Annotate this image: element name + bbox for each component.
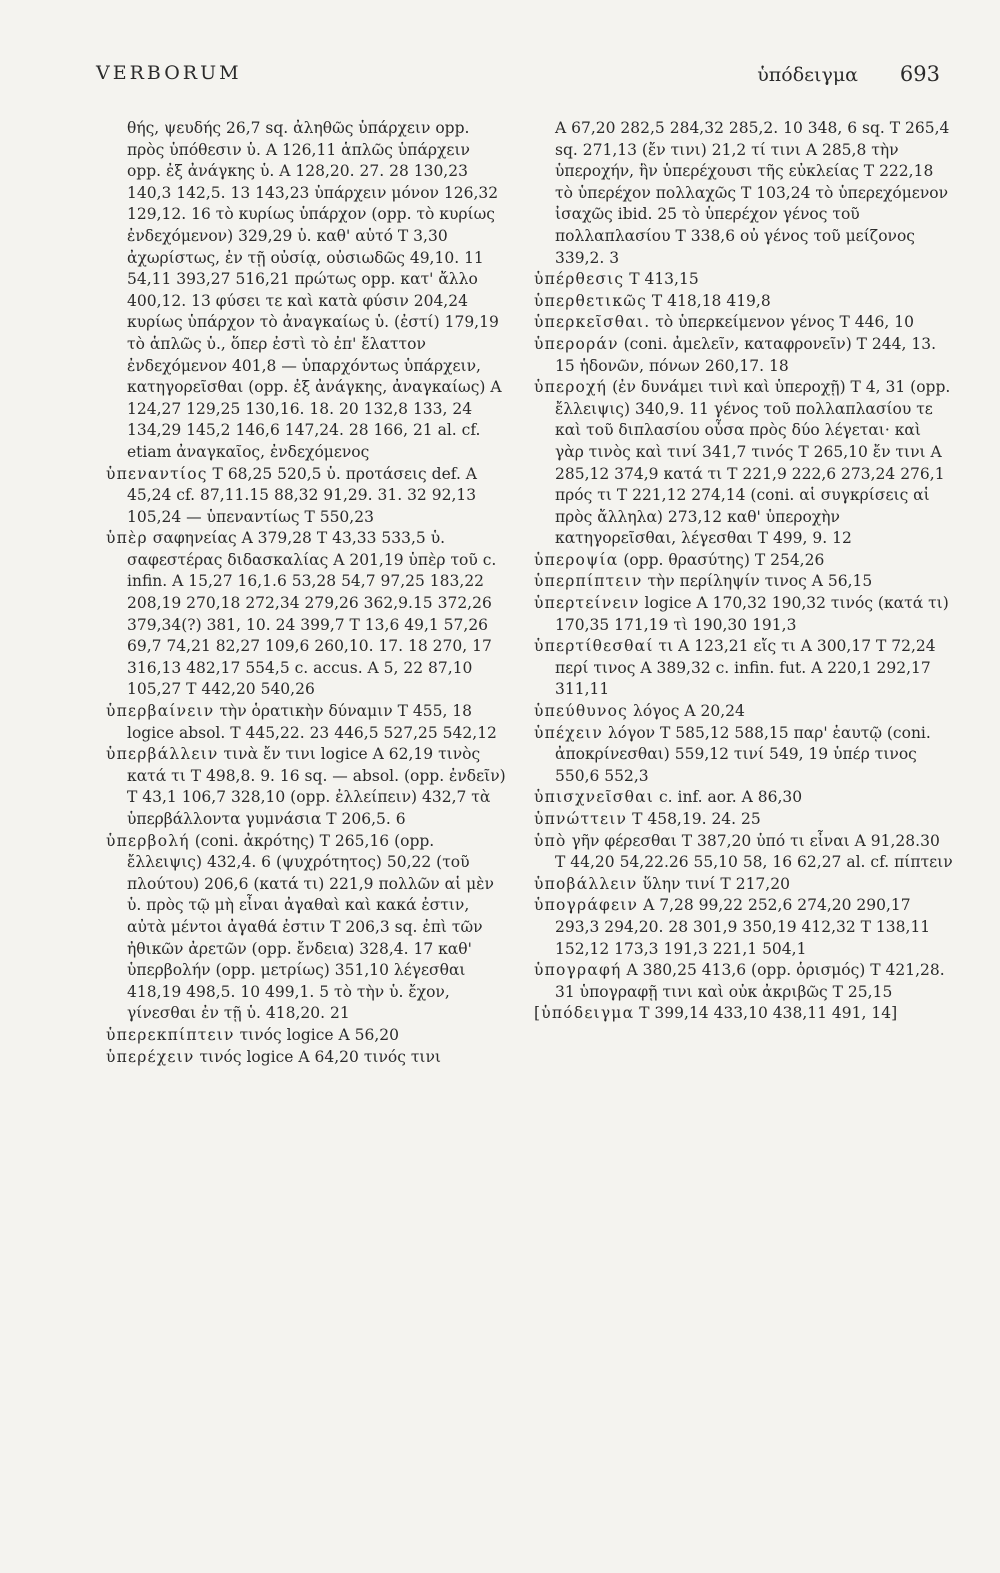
dictionary-entry: [534, 723, 954, 788]
entry-lemma: ὑπερκεῖσθαι.: [534, 313, 651, 332]
entry-text: T 399,14 433,10 438,11 491, 14]: [634, 1004, 898, 1023]
dictionary-entry: [534, 787, 954, 809]
running-title: VERBORUM: [96, 62, 242, 84]
dictionary-entry: [534, 701, 954, 723]
entry-lemma: ὑπεροψία: [534, 550, 619, 569]
entry-lemma: ὑπισχνεῖσθαι: [534, 788, 655, 807]
dictionary-entry: [106, 1047, 506, 1069]
dictionary-entry: [534, 312, 954, 334]
entry-lemma: ὑπεναντίος: [106, 464, 208, 483]
dictionary-entry: [534, 269, 954, 291]
entry-text: T 413,15: [624, 270, 699, 289]
dictionary-entry: [534, 334, 954, 377]
entry-lemma: ὑπὸ: [534, 831, 567, 850]
page-header: [96, 62, 940, 96]
entry-text: A 7,28 99,22 252,6 274,20 290,17 293,3 294,20. 28 301,9 350,19 412,32 T 138,11 152,12 173,3 191,3 221,1 504,1: [555, 896, 931, 958]
entry-lemma: ὑπερέχειν: [106, 1047, 195, 1066]
entry-text: τὴν ὁρατικὴν δύναμιν T 455, 18 logice absol. T 445,22. 23 446,5 527,25 542,12: [127, 702, 497, 742]
entry-text: T 418,18 419,8: [646, 291, 771, 310]
entry-lemma: ὑπερτείνειν: [534, 594, 640, 613]
entry-text: τινός logice A 56,20: [234, 1025, 400, 1044]
dictionary-entry: [534, 291, 954, 313]
entry-text: A 67,20 282,5 284,32 285,2. 10 348, 6 sq. T 265,4 sq. 271,13 (ἔν τινι) 21,2 τί τινι A 285,8 τὴν ὑπεροχήν, ἣν ὑπερέχουσι τῆς εὐκλείας T 222,18 τὸ ὑπερέχον πολλαχῶς T 103,24 τὸ ὑπερεχόμενον ἰσαχῶς ibid. 25 τὸ ὑπερέχον γένος τοῦ πολλαπλασίου T 338,6 οὐ γένος τοῦ μείζονος 339,2. 3: [555, 119, 950, 267]
dictionary-entry: [106, 701, 506, 744]
entry-lemma: [ὑπόδειγμα: [534, 1004, 635, 1023]
dictionary-entry: [534, 831, 954, 874]
dictionary-entry: [534, 636, 954, 701]
entry-text: c. inf. aor. A 86,30: [654, 788, 803, 807]
entry-lemma: ὑπερβολή: [106, 831, 190, 850]
dictionary-entry: [534, 550, 954, 572]
dictionary-entry: [534, 593, 954, 636]
entry-lemma: ὑπερβάλλειν: [106, 745, 219, 764]
continued-entry: [106, 118, 506, 464]
dictionary-entry: [106, 831, 506, 1025]
entry-text: (coni. ἀκρότης) T 265,16 (opp. ἔλλειψις) 432,4. 6 (ψυχρότητος) 50,22 (τοῦ πλούτου) 206,6 (κατά τι) 221,9 πολλῶν αἱ μὲν ὑ. πρὸς τῷ μὴ εἶναι ἀγαθαὶ καὶ κακά ἐστιν, αὐτὰ μέντοι ἀγαθά ἐστιν T 206,3 sq. ἐπὶ τῶν ἠθικῶν ἀρετῶν (opp. ἔνδεια) 328,4. 17 καθ' ὑπερβολήν (opp. μετρίως) 351,10 λέγεσθαι 418,19 498,5. 10 499,1. 5 τὸ τὴν ὑ. ἔχον, γίνεσθαι ἐν τῇ ὑ. 418,20. 21: [127, 831, 494, 1023]
entry-text: ὕλην τινί T 217,20: [637, 874, 790, 893]
entry-lemma: ὑπεροράν: [534, 334, 619, 353]
page-number: 693: [899, 62, 940, 86]
dictionary-entry: [534, 571, 954, 593]
entry-text: τι A 123,21 εἴς τι A 300,17 T 72,24 περί τινος A 389,32 c. infin. fut. A 220,1 292,17 311,11: [555, 637, 936, 699]
entry-text: τινός logice A 64,20 τινός τινι: [194, 1047, 441, 1066]
dictionary-entry: [534, 1003, 954, 1025]
dictionary-entry: [106, 1025, 506, 1047]
entry-lemma: ὑπερεκπίπτειν: [106, 1025, 235, 1044]
dictionary-entry: [534, 809, 954, 831]
entry-text: (opp. θρασύτης) T 254,26: [618, 550, 825, 569]
right-column: [534, 118, 954, 1025]
entry-text: T 68,25 520,5 ὑ. προτάσεις def. A 45,24 cf. 87,11.15 88,32 91,29. 31. 32 92,13 105,24 — ὑπεναντίως T 550,23: [127, 464, 477, 526]
dictionary-entry: [534, 895, 954, 960]
dictionary-entry: [534, 960, 954, 1003]
entry-lemma: ὑπερθετικῶς: [534, 291, 647, 310]
entry-lemma: ὑπὲρ: [106, 529, 148, 548]
running-headword: ὑπόδειγμα: [757, 64, 858, 86]
entry-text: σαφηνείας A 379,28 T 43,33 533,5 ὑ. σαφεστέρας διδασκαλίας A 201,19 ὑπὲρ τοῦ c. infin. A 15,27 16,1.6 53,28 54,7 97,25 183,22 208,19 270,18 272,34 279,26 362,9.15 372,26 379,34(?) 381, 10. 24 399,7 T 13,6 49,1 57,26 69,7 74,21 82,27 109,6 260,10. 17. 18 270, 17 316,13 482,17 554,5 c. accus. A 5, 22 87,10 105,27 T 442,20 540,26: [127, 529, 497, 699]
entry-lemma: ὑπερπίπτειν: [534, 572, 643, 591]
dictionary-entry: [534, 874, 954, 896]
entry-lemma: ὑπερτίθεσθαί: [534, 637, 654, 656]
entry-lemma: ὑπεύθυνος: [534, 702, 629, 721]
dictionary-entry: [534, 377, 954, 550]
left-column: [106, 118, 506, 1068]
entry-lemma: ὑπερβαίνειν: [106, 702, 215, 721]
entry-text: τὴν περίληψίν τινος A 56,15: [642, 572, 873, 591]
entry-text: logice A 170,32 190,32 τινός (κατά τι) 170,35 171,19 τὶ 190,30 191,3: [555, 594, 949, 634]
entry-text: λόγος A 20,24: [628, 702, 745, 721]
entry-text: θής, ψευδής 26,7 sq. ἀληθῶς ὑπάρχειν opp. πρὸς ὑπόθεσιν ὑ. A 126,11 ἁπλῶς ὑπάρχειν opp. ἐξ ἀνάγκης ὑ. A 128,20. 27. 28 130,23 140,3 142,5. 13 143,23 ὑπάρχειν μόνον 126,32 129,12. 16 τὸ κυρίως ὑπάρχον (opp. τὸ κυρίως ἐνδεχόμενον) 329,29 ὑ. καθ' αὑτό T 3,30 ἀχωρίστως, ἐν τῇ οὐσίᾳ, οὐσιωδῶς 49,10. 11 54,11 393,27 516,21 πρώτως opp. κατ' ἄλλο 400,12. 13 φύσει τε καὶ κατὰ φύσιν 204,24 κυρίως ὑπάρχον τὸ ἀναγκαίως ὑ. (ἐστί) 179,19 τὸ ἁπλῶς ὑ., ὅπερ ἐστὶ τὸ ἐπ' ἔλαττον ἐνδεχόμενον 401,8 — ὑπαρχόντως ὑπάρχειν, κατηγορεῖσθαι (opp. ἐξ ἀνάγκης, ἀναγκαίως) A 124,27 129,25 130,16. 18. 20 132,8 133, 24 134,29 145,2 146,6 147,24. 28 166, 21 al. cf. etiam ἀναγκαῖος, ἐνδεχόμενος: [127, 119, 502, 461]
continued-entry: [534, 118, 954, 269]
entry-lemma: ὑποβάλλειν: [534, 874, 638, 893]
entry-lemma: ὑπέχειν: [534, 723, 603, 742]
dictionary-entry: [106, 464, 506, 529]
entry-lemma: ὑπογράφειν: [534, 896, 639, 915]
entry-text: γῆν φέρεσθαι T 387,20 ὑπό τι εἶναι A 91,28.30 T 44,20 54,22.26 55,10 58, 16 62,27 al. cf. πίπτειν: [555, 831, 953, 872]
entry-lemma: ὑπνώττειν: [534, 810, 628, 828]
entry-text: τὸ ὑπερκείμενον γένος T 446, 10: [650, 313, 914, 332]
entry-text: τινὰ ἔν τινι logice A 62,19 τινὸς κατά τι T 498,8. 9. 16 sq. — absol. (opp. ἐνδεῖν) T 43,1 106,7 328,10 (opp. ἐλλείπειν) 432,7 τὰ ὑπερβάλλοντα γυμνάσια T 206,5. 6: [127, 745, 506, 828]
dictionary-entry: [106, 528, 506, 701]
entry-lemma: ὑπέρθεσις: [534, 270, 625, 289]
entry-text: λόγον T 585,12 588,15 παρ' ἑαυτῷ (coni. ἀποκρίνεσθαι) 559,12 τινί 549, 19 ὑπέρ τινος 550,6 552,3: [555, 723, 931, 785]
dictionary-entry: [106, 744, 506, 830]
entry-text: A 380,25 413,6 (opp. ὁρισμός) T 421,28. 31 ὑπογραφῇ τινι καὶ οὐκ ἀκριβῶς T 25,15: [555, 961, 945, 1001]
entry-text: T 458,19. 24. 25: [627, 810, 761, 828]
entry-text: (ἐν δυνάμει τινὶ καὶ ὑπεροχῇ) T 4, 31 (opp. ἔλλειψις) 340,9. 11 γένος τοῦ πολλαπλασίου τε καὶ τοῦ διπλασίου οὖσα πρὸς δύο λέγεται· καὶ γὰρ τινὸς καὶ τινί 341,7 τινός T 265,10 ἔν τινι A 285,12 374,9 κατά τι T 221,9 222,6 273,24 276,1 πρός τι T 221,12 274,14 (coni. αἱ συγκρίσεις αἱ πρὸς ἄλληλα) 273,12 καθ' ὑπεροχὴν κατηγορεῖσθαι, λέγεσθαι T 499, 9. 12: [555, 378, 951, 548]
entry-lemma: ὑπεροχή: [534, 378, 608, 397]
entry-text: (coni. ἀμελεῖν, καταφρονεῖν) T 244, 13. 15 ἡδονῶν, πόνων 260,17. 18: [555, 334, 937, 375]
entry-lemma: ὑπογραφή: [534, 961, 622, 980]
